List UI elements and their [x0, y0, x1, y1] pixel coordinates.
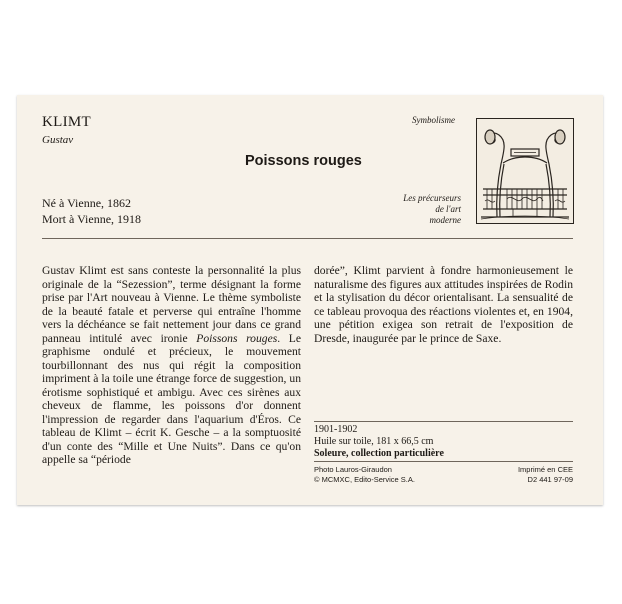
- category-line-3: moderne: [429, 215, 461, 225]
- artist-surname: KLIMT: [42, 114, 91, 130]
- metro-entrance-drawing: [477, 119, 573, 223]
- copyright-notice: © MCMXC, Edito-Service S.A.: [314, 475, 415, 484]
- credit-divider: [314, 461, 573, 462]
- description-text-part-2: . Le graphisme ondulé et précieux, le mouvement tourbillonnant des nus qui régit la composition impriment à la toile une étrange force de suggestion, un érotisme sophistiqué et ambigu. Avec ces sirènes aux cheveux de flamme, les poissons d'or donnent l'impression de regarder dans l'aquarium d'Éros. Ce tableau de Klimt – écrit K. Gesche – a la somptuosité d'un conte des “Mille et Une Nuits”. Dans ce qu'on appelle sa “période: [42, 331, 301, 466]
- birth-info: Né à Vienne, 1862: [42, 196, 132, 210]
- art-card: [17, 95, 603, 505]
- category-line-2: de l'art: [435, 204, 461, 214]
- description-right-column: [314, 264, 573, 345]
- artist-firstname: Gustav: [42, 134, 74, 146]
- description-paragraph-left: [42, 264, 301, 467]
- art-nouveau-metro-entrance-icon: [476, 118, 574, 224]
- description-paragraph-right: dorée”, Klimt parvient à fondre harmonieusement le naturalisme des figures aux attitudes inspirées de Rodin et la stylisation du décor orientalisant. La sensualité de ce tableau provoqua des réactions violentes et, en 1904, une pétition exigea son retrait de l'exposition de Dresde, inaugurée par le prince de Saxe.: [314, 264, 573, 345]
- description-left-column: [42, 264, 301, 467]
- artwork-location: Soleure, collection particulière: [314, 448, 444, 459]
- artwork-title: Poissons rouges: [245, 153, 362, 169]
- artwork-date: 1901-1902: [314, 424, 358, 435]
- category-line-1: Les précurseurs: [403, 193, 461, 203]
- header-divider: [42, 238, 573, 239]
- photo-credit: Photo Lauros-Giraudon: [314, 465, 392, 474]
- print-origin: Imprimé en CEE: [517, 465, 573, 474]
- description-text-part-1: Gustav Klimt est sans conteste la personnalité la plus originale de la “Sezession”, terme désignant la forme prise par l'Art nouveau à Vienne. Le thème symboliste de la beauté fatale et perverse qui entraîne l'homme vers la déchéance se fait nettement jour dans ce grand panneau intitulé avec ironie: [42, 264, 301, 345]
- description-text-title-italic: Poissons rouges: [196, 331, 278, 345]
- artwork-medium: Huile sur toile, 181 x 66,5 cm: [314, 436, 434, 447]
- card-code: D2 441 97-09: [527, 475, 573, 484]
- death-info: Mort à Vienne, 1918: [42, 212, 142, 226]
- movement-label: Symbolisme: [412, 115, 455, 125]
- info-divider: [314, 421, 573, 422]
- category-label: [393, 193, 461, 226]
